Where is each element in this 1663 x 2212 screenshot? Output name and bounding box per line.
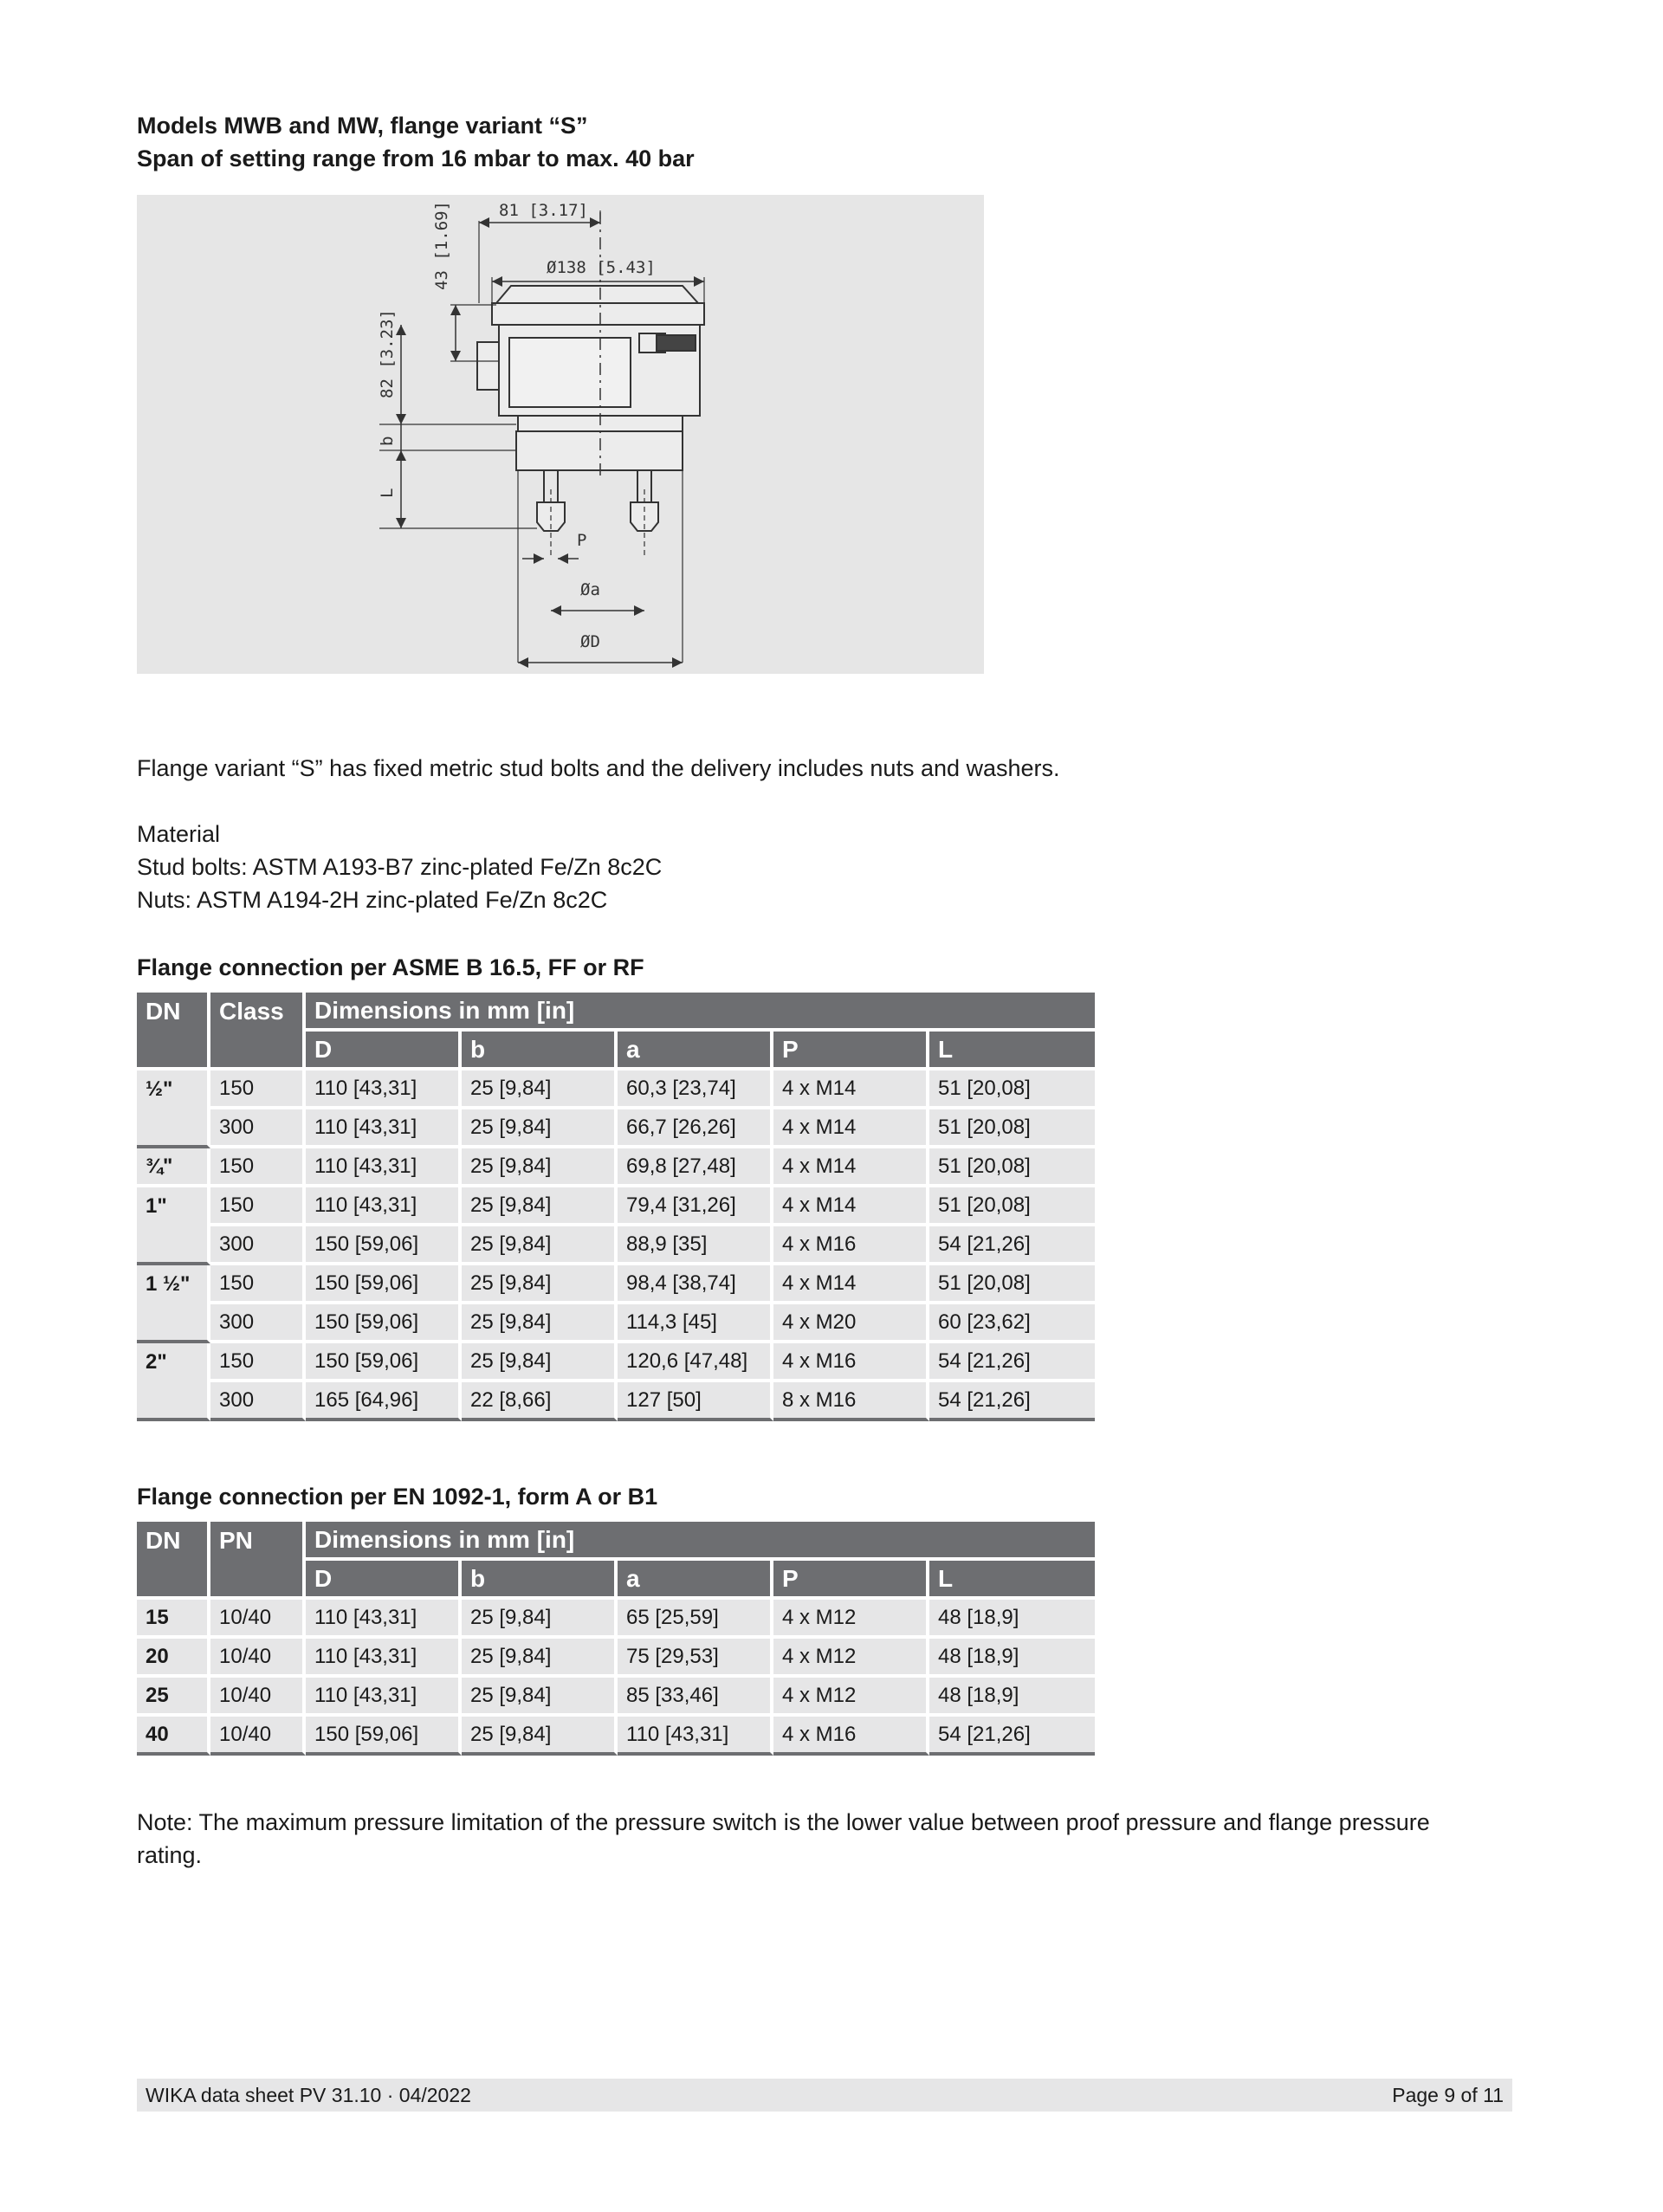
asme-header-dn: DN <box>137 993 210 1070</box>
table-row <box>137 1717 1095 1756</box>
cell-P: 4 x M14 <box>773 1187 929 1226</box>
cell-D: 150 [59,06] <box>306 1265 462 1304</box>
cell-D: 110 [43,31] <box>306 1187 462 1226</box>
cell-a: 110 [43,31] <box>618 1717 773 1756</box>
cell-L: 51 [20,08] <box>929 1109 1095 1148</box>
cell-L: 48 [18,9] <box>929 1639 1095 1678</box>
table-row <box>137 1265 1095 1304</box>
table-row <box>137 1148 1095 1187</box>
cell-cls: 150 <box>210 1070 306 1109</box>
en-table <box>137 1522 1095 1756</box>
cell-D: 165 [64,96] <box>306 1382 462 1421</box>
cell-dn: ¾" <box>137 1148 210 1187</box>
cell-L: 54 [21,26] <box>929 1226 1095 1265</box>
dim-P-label: P <box>577 531 587 550</box>
cell-L: 51 [20,08] <box>929 1070 1095 1109</box>
cell-cls: 150 <box>210 1343 306 1382</box>
cell-D: 110 [43,31] <box>306 1678 462 1717</box>
table-row <box>137 1187 1095 1226</box>
cell-pn: 10/40 <box>210 1600 306 1639</box>
cell-dn: 25 <box>137 1678 210 1717</box>
en-header-L: L <box>929 1561 1095 1600</box>
table-row <box>137 1678 1095 1717</box>
cell-a: 65 [25,59] <box>618 1600 773 1639</box>
cell-dn: 20 <box>137 1639 210 1678</box>
cell-L: 54 [21,26] <box>929 1382 1095 1421</box>
cell-P: 4 x M14 <box>773 1148 929 1187</box>
cell-a: 66,7 [26,26] <box>618 1109 773 1148</box>
cell-b: 25 [9,84] <box>462 1304 618 1343</box>
asme-header-P: P <box>773 1032 929 1070</box>
cell-P: 4 x M20 <box>773 1304 929 1343</box>
cell-D: 150 [59,06] <box>306 1304 462 1343</box>
cell-dn: 1" <box>137 1187 210 1265</box>
en-header-b: b <box>462 1561 618 1600</box>
cell-P: 4 x M12 <box>773 1639 929 1678</box>
cell-a: 75 [29,53] <box>618 1639 773 1678</box>
en-header-dims: Dimensions in mm [in] <box>306 1522 1095 1561</box>
cell-b: 25 [9,84] <box>462 1343 618 1382</box>
cell-a: 114,3 [45] <box>618 1304 773 1343</box>
cell-P: 4 x M12 <box>773 1600 929 1639</box>
dim-D-label: ØD <box>580 632 600 651</box>
cell-a: 85 [33,46] <box>618 1678 773 1717</box>
cell-dn: 1 ½" <box>137 1265 210 1343</box>
cell-b: 25 [9,84] <box>462 1678 618 1717</box>
cell-D: 150 [59,06] <box>306 1226 462 1265</box>
cell-D: 110 [43,31] <box>306 1600 462 1639</box>
cell-b: 25 [9,84] <box>462 1109 618 1148</box>
cell-P: 4 x M14 <box>773 1070 929 1109</box>
cell-b: 25 [9,84] <box>462 1070 618 1109</box>
cell-L: 48 [18,9] <box>929 1678 1095 1717</box>
cell-D: 110 [43,31] <box>306 1148 462 1187</box>
cell-dn: ½" <box>137 1070 210 1148</box>
cell-b: 25 [9,84] <box>462 1226 618 1265</box>
cell-P: 4 x M14 <box>773 1265 929 1304</box>
cell-L: 51 [20,08] <box>929 1187 1095 1226</box>
table-row <box>137 1070 1095 1109</box>
cell-pn: 10/40 <box>210 1639 306 1678</box>
cell-P: 4 x M14 <box>773 1109 929 1148</box>
asme-header-D: D <box>306 1032 462 1070</box>
table-row <box>137 1639 1095 1678</box>
cell-D: 150 [59,06] <box>306 1717 462 1756</box>
cell-L: 54 [21,26] <box>929 1717 1095 1756</box>
cell-a: 60,3 [23,74] <box>618 1070 773 1109</box>
table-row <box>137 1109 1095 1148</box>
cell-L: 51 [20,08] <box>929 1148 1095 1187</box>
cell-a: 69,8 [27,48] <box>618 1148 773 1187</box>
cell-a: 88,9 [35] <box>618 1226 773 1265</box>
asme-header-L: L <box>929 1032 1095 1070</box>
dimension-drawing <box>137 195 984 674</box>
cell-b: 25 [9,84] <box>462 1717 618 1756</box>
footer-doc-ref: WIKA data sheet PV 31.10 · 04/2022 <box>146 2084 471 2106</box>
note-line1: Note: The maximum pressure limitation of the pressure switch is the lower value between proof pressure and flange pressure <box>137 1809 1430 1835</box>
asme-header-class: Class <box>210 993 306 1070</box>
cell-cls: 300 <box>210 1109 306 1148</box>
asme-header-a: a <box>618 1032 773 1070</box>
note-line2: rating. <box>137 1842 203 1868</box>
cell-D: 110 [43,31] <box>306 1639 462 1678</box>
cell-dn: 15 <box>137 1600 210 1639</box>
cell-cls: 150 <box>210 1187 306 1226</box>
cell-D: 150 [59,06] <box>306 1343 462 1382</box>
cell-cls: 300 <box>210 1382 306 1421</box>
cell-a: 98,4 [38,74] <box>618 1265 773 1304</box>
dim-L-label: L <box>378 488 397 498</box>
dim-43-label: 43 [1.69] <box>432 201 451 290</box>
cell-b: 25 [9,84] <box>462 1639 618 1678</box>
cell-a: 120,6 [47,48] <box>618 1343 773 1382</box>
cell-P: 8 x M16 <box>773 1382 929 1421</box>
cell-L: 60 [23,62] <box>929 1304 1095 1343</box>
footer-page-number: Page 9 of 11 <box>1392 2084 1504 2106</box>
cell-dn: 40 <box>137 1717 210 1756</box>
table-row <box>137 1382 1095 1421</box>
en-table-title: Flange connection per EN 1092-1, form A or B1 <box>137 1484 658 1510</box>
material-nuts: Nuts: ASTM A194-2H zinc-plated Fe/Zn 8c2C <box>137 887 608 913</box>
cell-P: 4 x M12 <box>773 1678 929 1717</box>
material-title: Material <box>137 821 221 847</box>
cell-P: 4 x M16 <box>773 1226 929 1265</box>
en-header-dn: DN <box>137 1522 210 1600</box>
cell-b: 25 [9,84] <box>462 1600 618 1639</box>
table-row <box>137 1600 1095 1639</box>
cell-b: 22 [8,66] <box>462 1382 618 1421</box>
asme-table <box>137 993 1095 1421</box>
asme-header-dims: Dimensions in mm [in] <box>306 993 1095 1032</box>
en-header-a: a <box>618 1561 773 1600</box>
section-subtitle: Span of setting range from 16 mbar to max. 40 bar <box>137 146 695 171</box>
cell-L: 54 [21,26] <box>929 1343 1095 1382</box>
cell-L: 51 [20,08] <box>929 1265 1095 1304</box>
cell-dn: 2" <box>137 1343 210 1421</box>
cell-L: 48 [18,9] <box>929 1600 1095 1639</box>
cell-cls: 150 <box>210 1148 306 1187</box>
cell-cls: 150 <box>210 1265 306 1304</box>
cell-pn: 10/40 <box>210 1678 306 1717</box>
section-title: Models MWB and MW, flange variant “S” <box>137 113 588 139</box>
dim-b-label: b <box>378 436 397 446</box>
page-footer <box>137 2079 1512 2112</box>
dim-82-label: 82 [3.23] <box>378 309 397 398</box>
en-header-P: P <box>773 1561 929 1600</box>
dim-a-label: Øa <box>580 580 600 599</box>
cell-a: 127 [50] <box>618 1382 773 1421</box>
table-row <box>137 1343 1095 1382</box>
material-studs: Stud bolts: ASTM A193-B7 zinc-plated Fe/Zn 8c2C <box>137 854 663 880</box>
table-row <box>137 1304 1095 1343</box>
cell-cls: 300 <box>210 1304 306 1343</box>
en-header-D: D <box>306 1561 462 1600</box>
cell-a: 79,4 [31,26] <box>618 1187 773 1226</box>
cell-b: 25 [9,84] <box>462 1187 618 1226</box>
cell-b: 25 [9,84] <box>462 1265 618 1304</box>
cell-P: 4 x M16 <box>773 1343 929 1382</box>
dim-81-label: 81 [3.17] <box>499 201 588 220</box>
cell-D: 110 [43,31] <box>306 1109 462 1148</box>
cell-pn: 10/40 <box>210 1717 306 1756</box>
switch-drawing-svg <box>137 195 984 674</box>
dim-138-label: Ø138 [5.43] <box>547 258 656 277</box>
asme-table-title: Flange connection per ASME B 16.5, FF or RF <box>137 954 644 980</box>
cell-D: 110 [43,31] <box>306 1070 462 1109</box>
cell-cls: 300 <box>210 1226 306 1265</box>
cell-P: 4 x M16 <box>773 1717 929 1756</box>
en-header-pn: PN <box>210 1522 306 1600</box>
cell-b: 25 [9,84] <box>462 1148 618 1187</box>
asme-header-b: b <box>462 1032 618 1070</box>
table-row <box>137 1226 1095 1265</box>
description-text: Flange variant “S” has fixed metric stud bolts and the delivery includes nuts and washers. <box>137 755 1060 781</box>
